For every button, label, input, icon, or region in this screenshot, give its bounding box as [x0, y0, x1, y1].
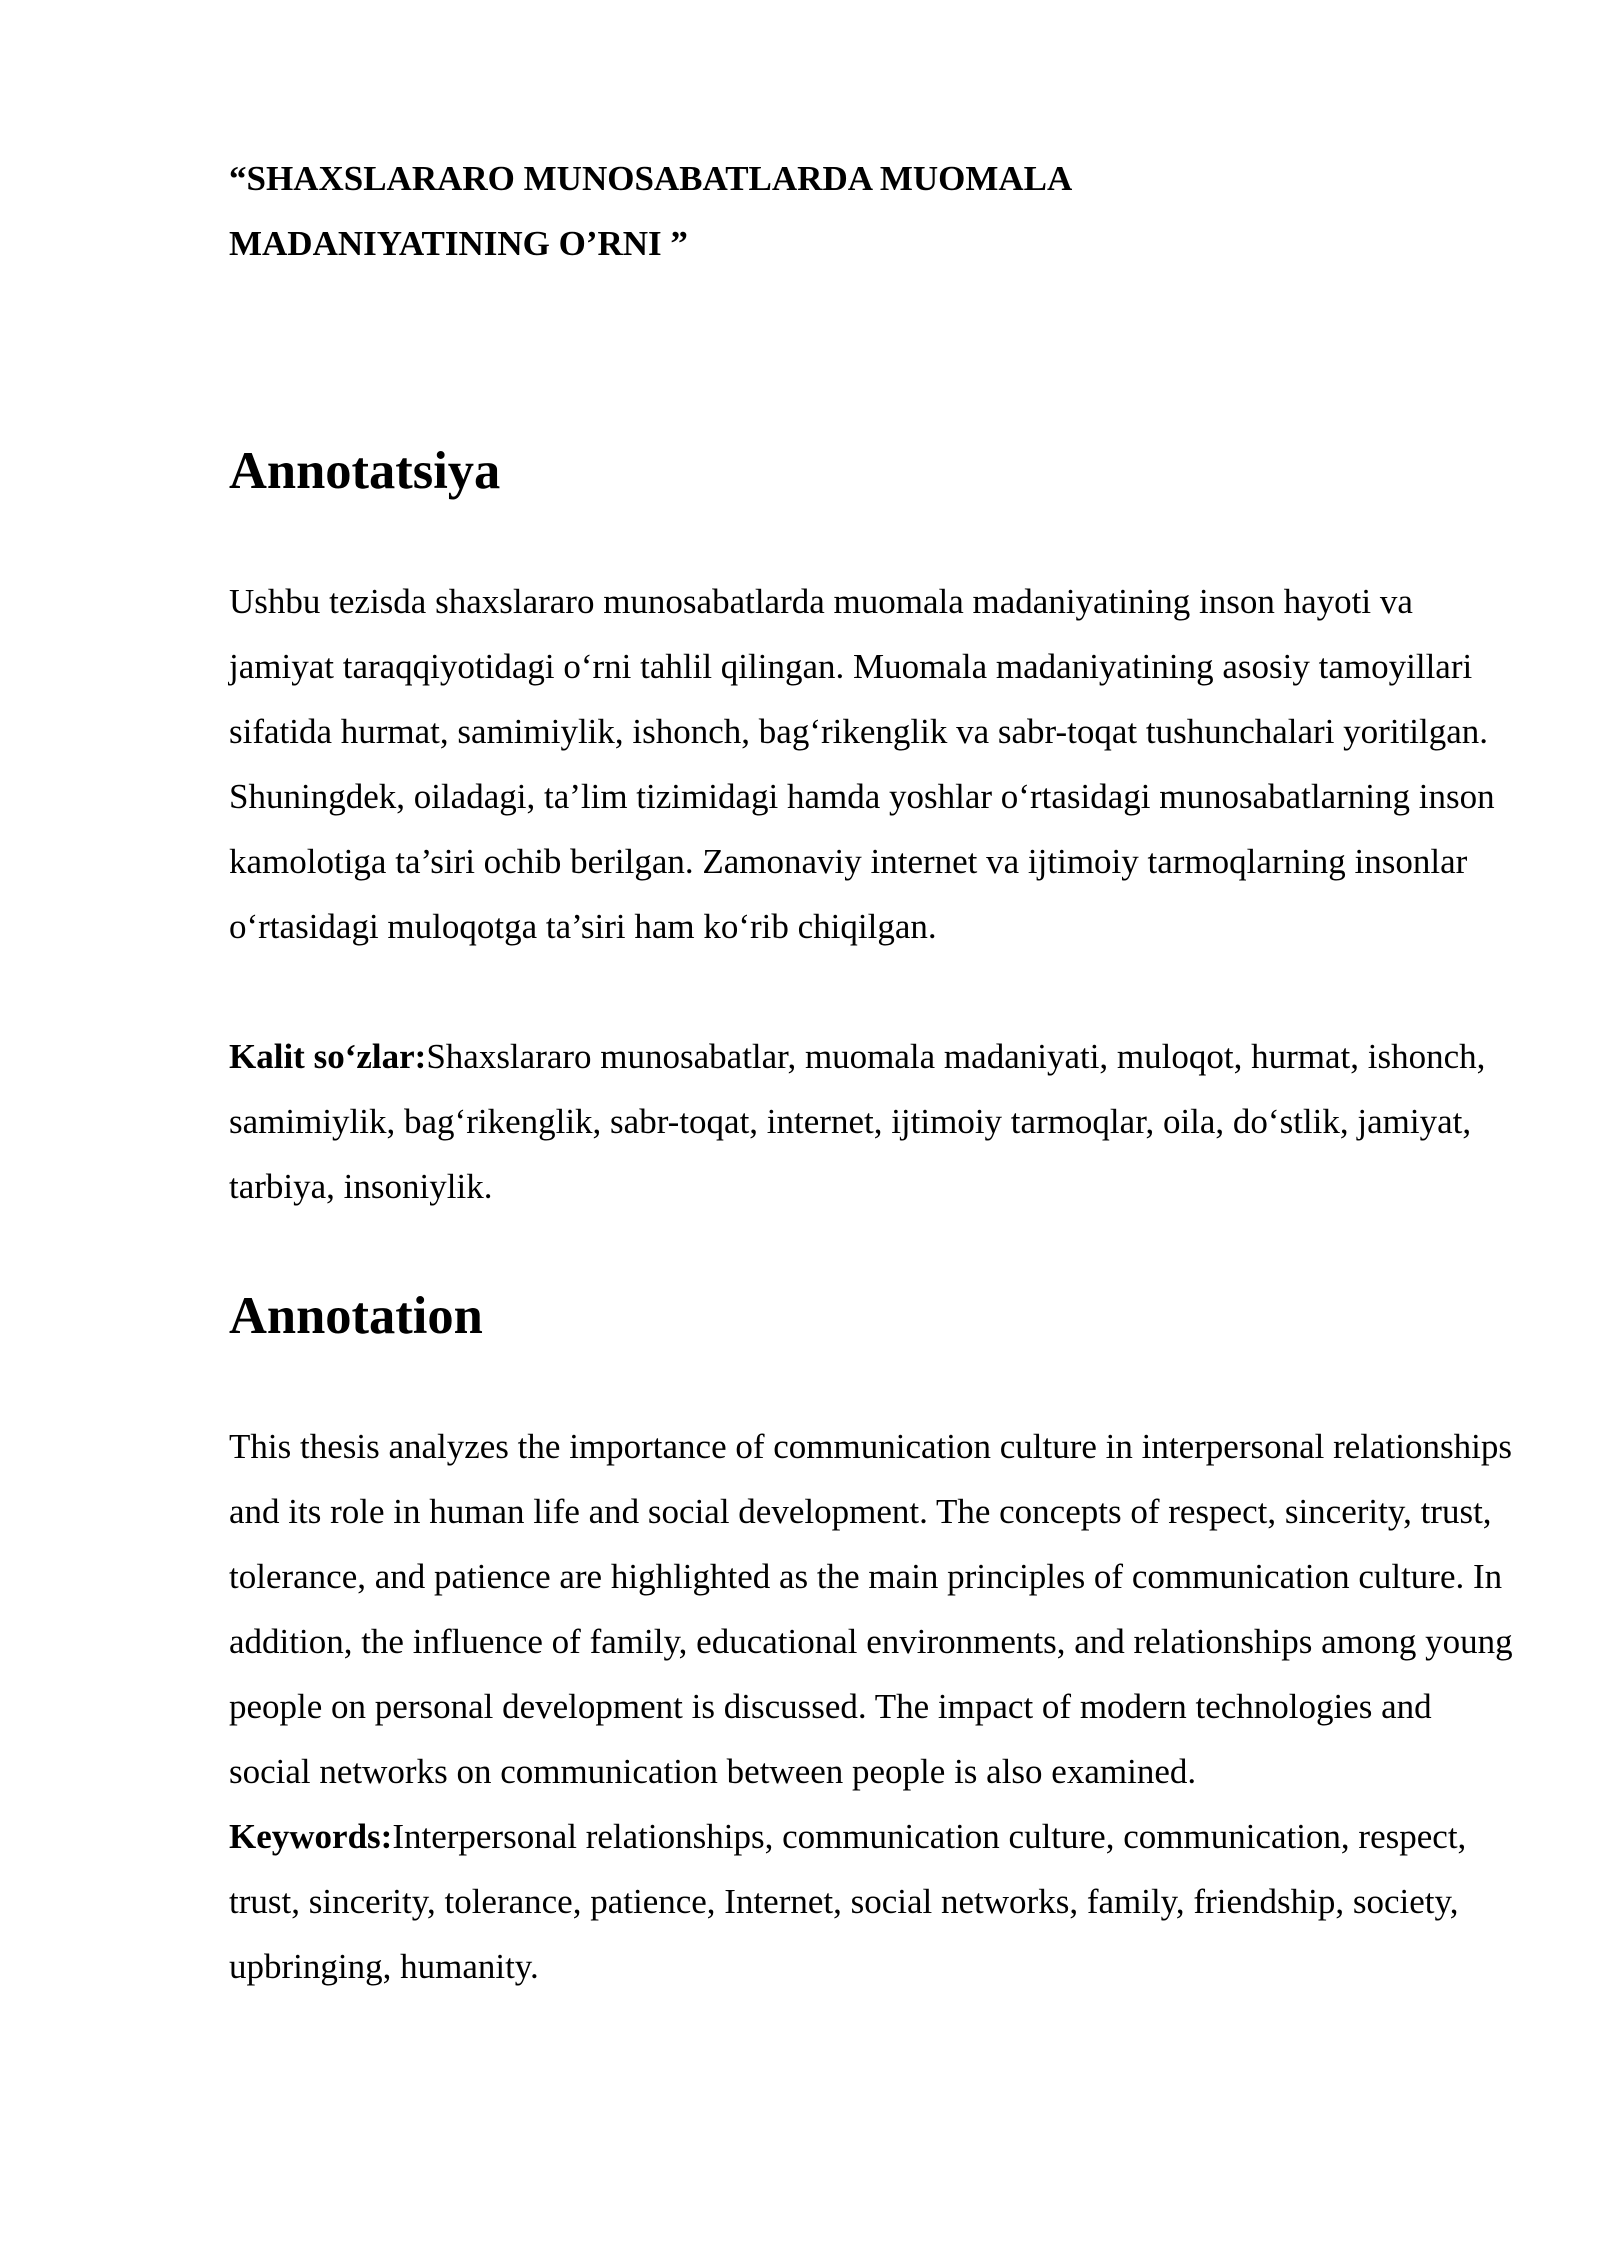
uzbek-keywords-paragraph: [229, 1024, 1519, 1219]
english-keywords-label: Keywords:: [229, 1817, 393, 1856]
uzbek-annotation-heading: Annotatsiya: [229, 442, 501, 500]
uzbek-abstract-paragraph: Ushbu tezisda shaxslararo munosabatlarda muomala madaniyatining inson hayoti va jamiyat taraqqiyotidagi o‘rni tahlil qilingan. Muomala madaniyatining asosiy tamoyillari sifatida hurmat, samimiylik, ishonch, bag‘rikenglik va sabr-toqat tushunchalari yoritilgan. Shuningdek, oiladagi, ta’lim tizimidagi hamda yoshlar o‘rtasidagi munosabatlarning inson kamolotiga ta’siri ochib berilgan. Zamonaviy internet va ijtimoiy tarmoqlarning insonlar o‘rtasidagi muloqotga ta’siri ham ko‘rib chiqilgan.: [229, 582, 1495, 946]
document-title: [229, 146, 1519, 276]
uzbek-keywords-list: Shaxslararo munosabatlar, muomala madaniyati, muloqot, hurmat, ishonch, samimiylik, bag‘rikenglik, sabr-toqat, internet, ijtimoiy tarmoqlar, oila, do‘stlik, jamiyat, tarbiya, insoniylik.: [229, 1037, 1486, 1206]
english-keywords-paragraph: [229, 1804, 1519, 1999]
document-title-line-1: “SHAXSLARARO MUNOSABATLARDA MUOMALA: [229, 159, 1073, 198]
english-annotation-heading: Annotation: [229, 1287, 483, 1345]
english-keywords-list: Interpersonal relationships, communication culture, communication, respect, trust, sincerity, tolerance, patience, Internet, social networks, family, friendship, society, upbringing, humanity.: [229, 1817, 1467, 1986]
uzbek-keywords-label: Kalit so‘zlar:: [229, 1037, 427, 1076]
document-title-line-2: MADANIYATINING O’RNI ”: [229, 224, 688, 263]
document-page: [229, 146, 1519, 1999]
english-abstract-paragraph: This thesis analyzes the importance of communication culture in interpersonal relationships and its role in human life and social development. The concepts of respect, sincerity, trust, tolerance, and patience are highlighted as the main principles of communication culture. In addition, the influence of family, educational environments, and relationships among young people on personal development is discussed. The impact of modern technologies and social networks on communication between people is also examined.: [229, 1427, 1513, 1791]
